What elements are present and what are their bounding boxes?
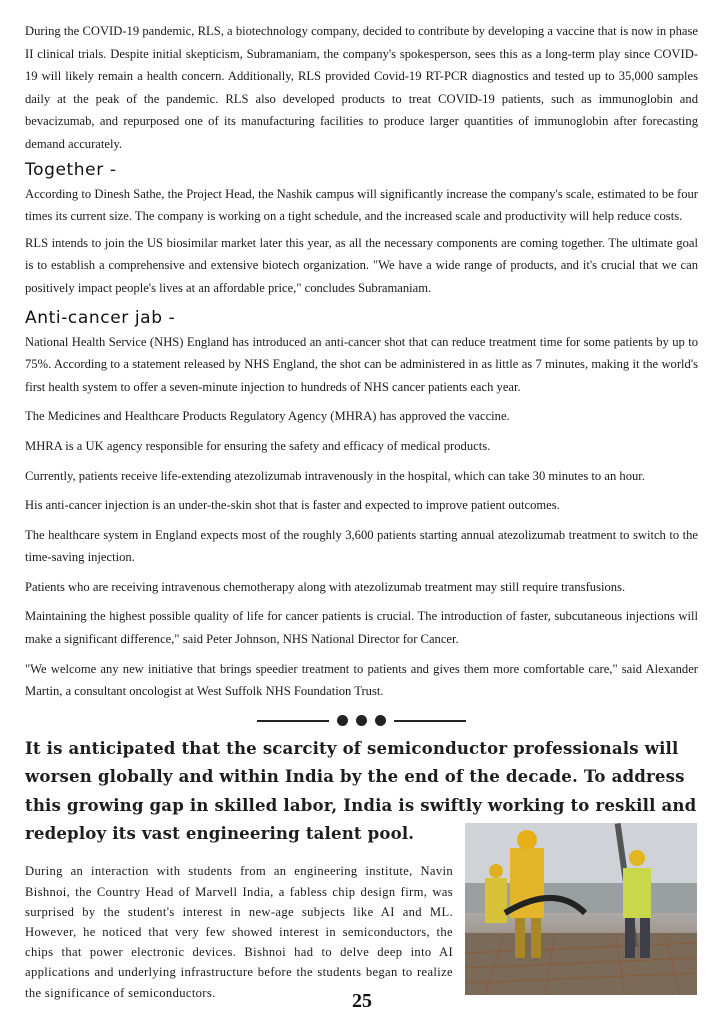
divider-dot: [375, 715, 386, 726]
anticancer-paragraph-3: MHRA is a UK agency responsible for ensuring the safety and efficacy of medical products.: [25, 438, 491, 453]
divider-line-right: [394, 720, 466, 722]
anticancer-paragraph-6: The healthcare system in England expects most of the roughly 3,600 patients starting annual atezolizumab treatment to switch to the time-saving injection.: [25, 527, 698, 565]
divider-line-left: [257, 720, 329, 722]
anticancer-paragraph-5: His anti-cancer injection is an under-the-skin shot that is faster and expected to improve patient outcomes.: [25, 498, 560, 513]
construction-workers-photo: [465, 823, 697, 995]
anticancer-paragraph-9: "We welcome any new initiative that brings speedier treatment to patients and gives them more comfortable care," said Alexander Martin, a consultant oncologist at West Suffolk NHS Foundation Trust.: [25, 661, 698, 699]
together-paragraph-1: According to Dinesh Sathe, the Project Head, the Nashik campus will significantly increase the company's scale, estimated to be four times its current size. The company is working on a tight schedule, and the increased scale and productivity will help reduce costs.: [25, 186, 698, 224]
together-paragraph-2: RLS intends to join the US biosimilar market later this year, as all the necessary components are coming together. The ultimate goal is to establish a comprehensive and extensive biotech organization. "We have a wide range of products, and it's crucial that we can positively impact people's lives at an affordable price," concludes Subramaniam.: [25, 235, 698, 295]
semiconductor-paragraph: During an interaction with students from an engineering institute, Navin Bishnoi, the Country Head of Marvell India, a fabless chip design firm, was surprised by the student's interest in new-age subjects like AI and ML. However, he noticed that very few showed interest in semiconductors, the chips that power electronic devices. Bishnoi had to delve deep into AI applications and underlying infrastructure before the students began to realize the significance of semiconductors.: [25, 864, 453, 1000]
anticancer-paragraph-4: Currently, patients receive life-extending atezolizumab intravenously in the hospital, which can take 30 minutes to an hour.: [25, 468, 645, 483]
anticancer-paragraph-1: National Health Service (NHS) England has introduced an anti-cancer shot that can reduce treatment time for some patients by up to 75%. According to a statement released by NHS England, the shot can be administered in as little as 7 minutes, making it the world's first health system to offer a seven-minute injection to hundreds of NHS cancer patients each year.: [25, 334, 698, 394]
section-divider: [25, 714, 698, 728]
divider-dot: [356, 715, 367, 726]
anticancer-paragraph-7: Patients who are receiving intravenous chemotherapy along with atezolizumab treatment may still require transfusions.: [25, 579, 626, 594]
divider-dot: [337, 715, 348, 726]
page-number: 25: [352, 990, 372, 1012]
anticancer-paragraph-2: The Medicines and Healthcare Products Regulatory Agency (MHRA) has approved the vaccine.: [25, 409, 510, 424]
anticancer-paragraph-8: Maintaining the highest possible quality of life for cancer patients is crucial. The introduction of faster, subcutaneous injections will make a significant difference," said Peter Johnson, NHS National Director for Cancer.: [25, 609, 698, 647]
intro-paragraph: During the COVID-19 pandemic, RLS, a biotechnology company, decided to contribute by developing a vaccine that is now in phase II clinical trials. Despite initial skepticism, Subramaniam, the company's spokesperson, sees this as a long-term play since COVID-19 will likely remain a health concern. Additionally, RLS provided Covid-19 RT-PCR diagnostics and tested up to 35,000 samples daily at the peak of the pandemic. RLS also developed products to treat COVID-19 patients, such as immunoglobin and bevacizumab, and repurposed one of its manufacturing facilities to produce larger quantities of immunoglobin after forecasting demand accurately.: [25, 24, 698, 151]
semiconductor-headline: It is anticipated that the scarcity of semiconductor professionals will worsen globally and within India by the end of the decade. To address this growing gap in skilled labor, India is swiftly working to reskill and redeploy its vast engineering talent pool.: [25, 737, 697, 844]
section-heading-anticancer: Anti-cancer jab -: [25, 307, 176, 328]
photo-illustration: [465, 823, 697, 995]
section-heading-together: Together -: [25, 159, 117, 180]
